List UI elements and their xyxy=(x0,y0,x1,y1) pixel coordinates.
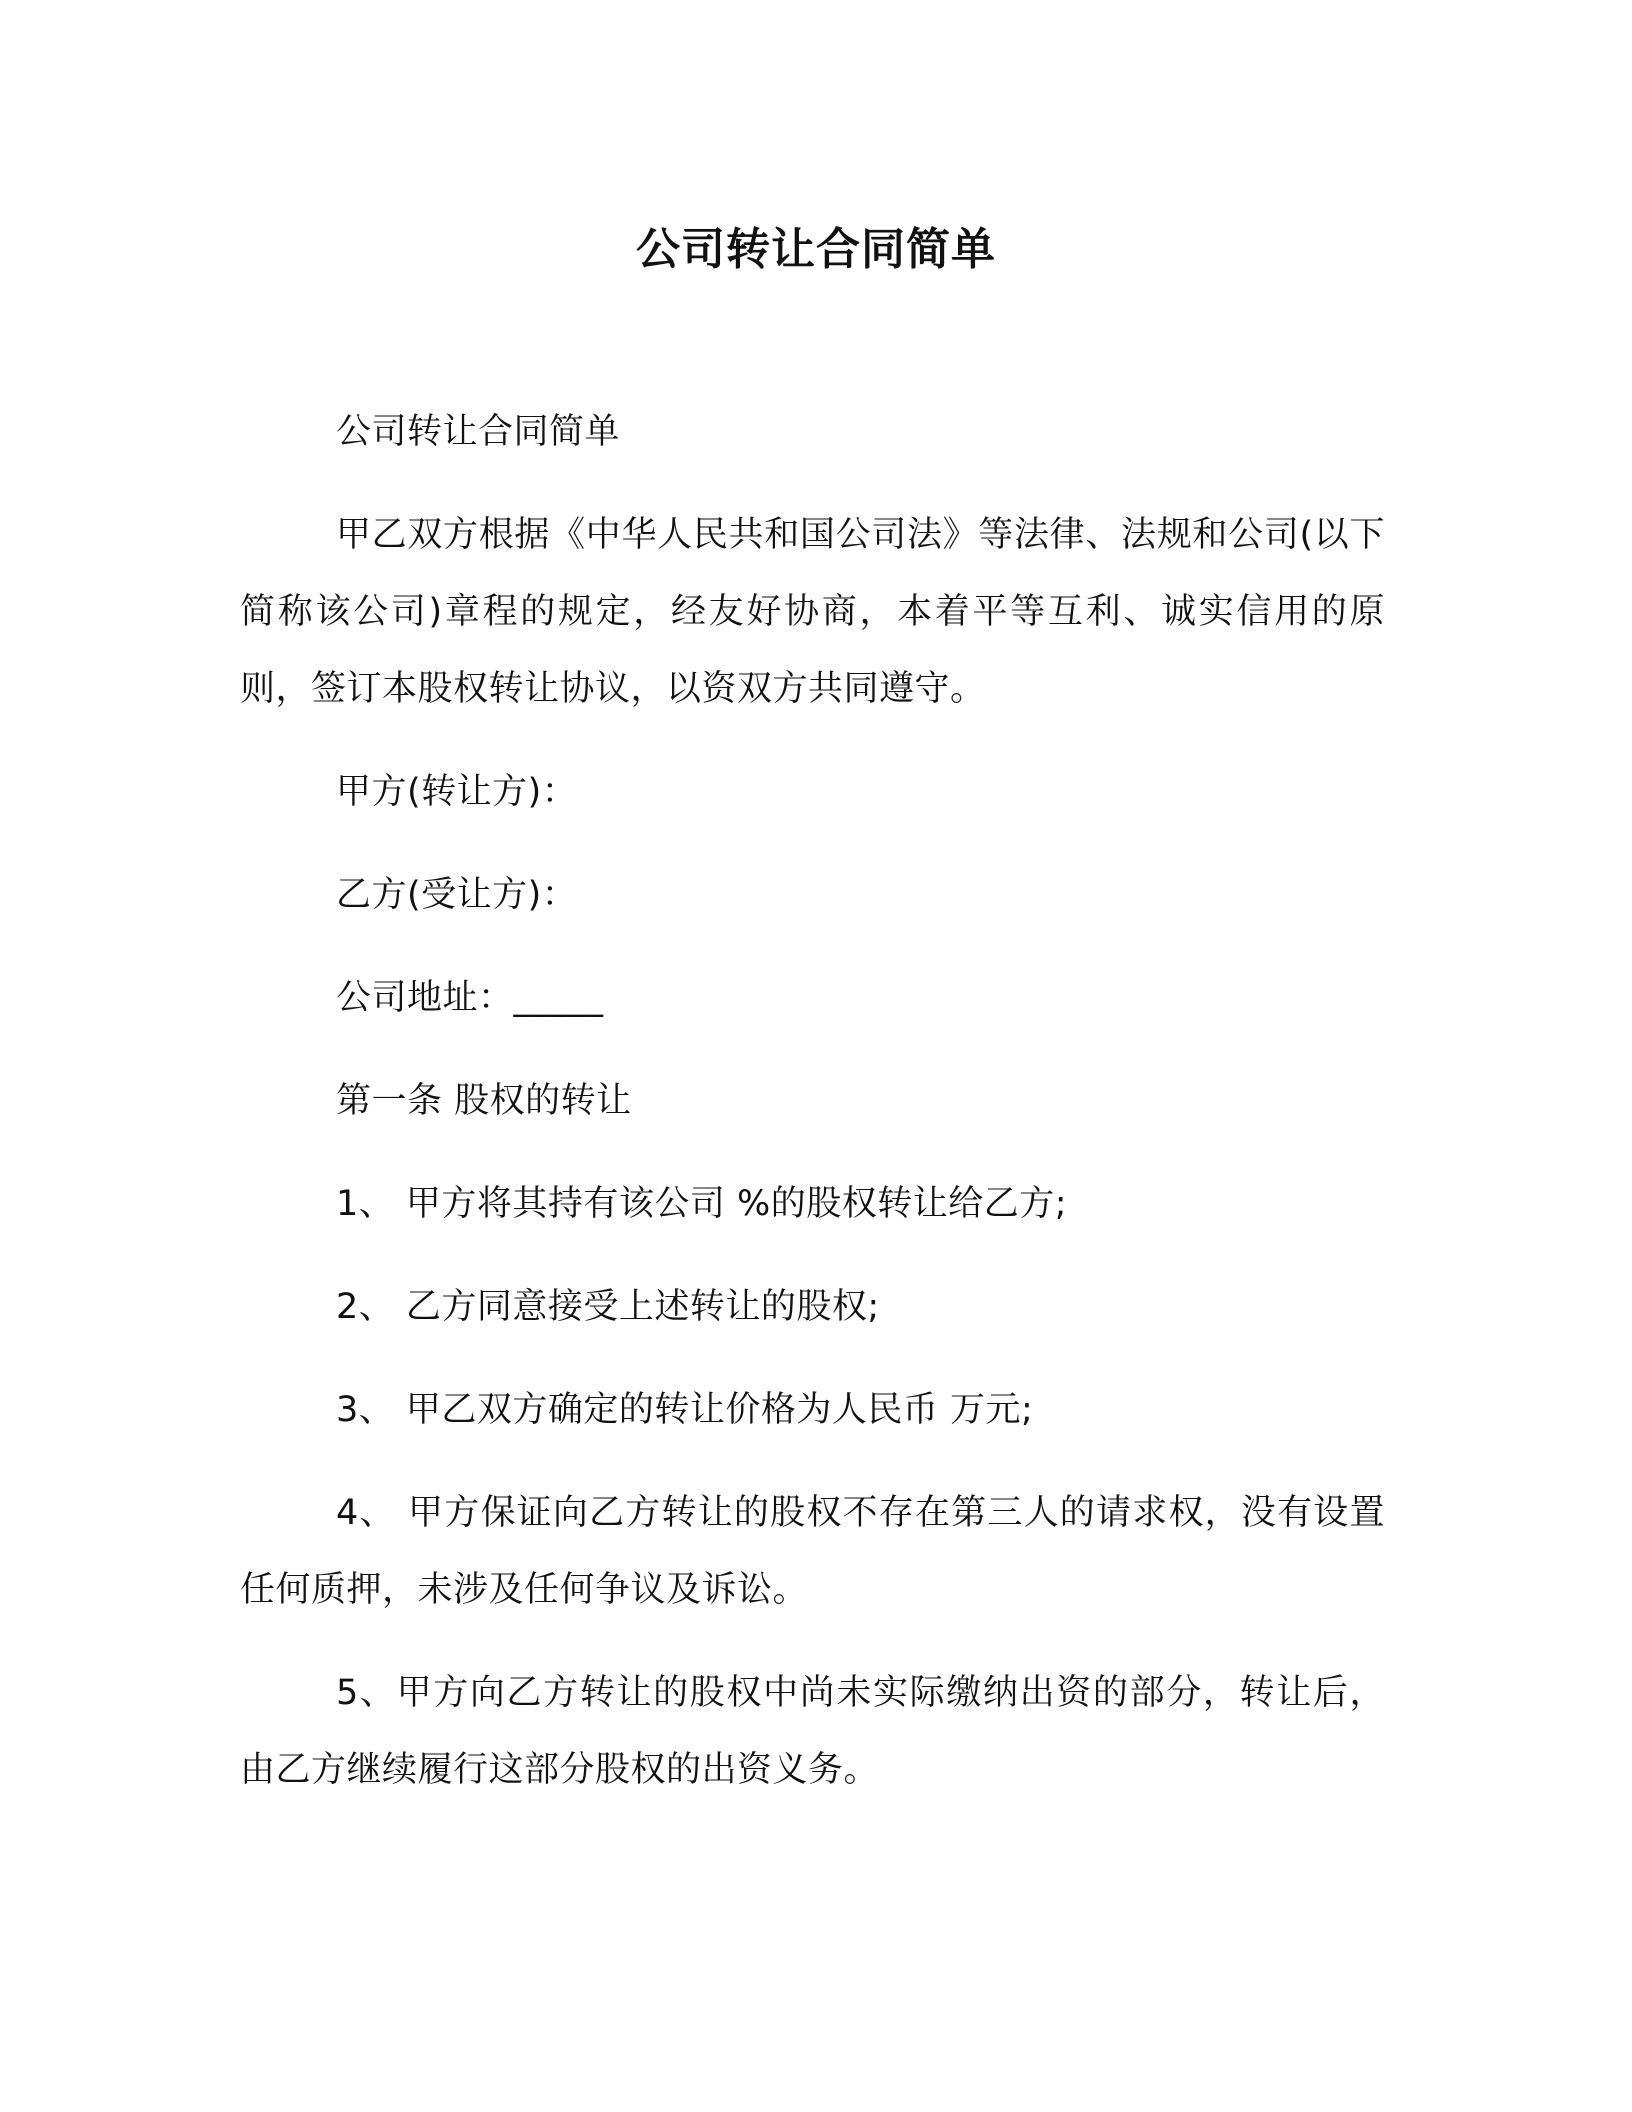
paragraph-clause-5: 5、甲方向乙方转让的股权中尚未实际缴纳出资的部分，转让后，由乙方继续履行这部分股权的出资义务。 xyxy=(240,1673,1385,1790)
paragraph-clause-3: 3、 甲乙双方确定的转让价格为人民币 万元; xyxy=(336,1390,1034,1430)
paragraph-article-1-heading: 第一条 股权的转让 xyxy=(336,1081,632,1121)
paragraph-clause-4: 4、 甲方保证向乙方转让的股权不存在第三人的请求权，没有设置任何质押，未涉及任何争议及诉讼。 xyxy=(240,1493,1385,1610)
paragraph-party-a: 甲方(转让方)： xyxy=(336,772,578,812)
paragraph-company-address: 公司地址：_____ xyxy=(336,978,604,1018)
paragraph-clause-1: 1、 甲方将其持有该公司 %的股权转让给乙方; xyxy=(336,1184,1068,1224)
paragraph-party-b: 乙方(受让方)： xyxy=(336,875,578,915)
document-body xyxy=(240,394,1385,1835)
document-title: 公司转让合同简单 xyxy=(636,224,996,275)
paragraph-clause-2: 2、 乙方同意接受上述转让的股权; xyxy=(336,1287,880,1327)
paragraph-subtitle: 公司转让合同简单 xyxy=(336,412,621,452)
paragraph-preamble: 甲乙双方根据《中华人民共和国公司法》等法律、法规和公司(以下简称该公司)章程的规定，经友好协商，本着平等互利、诚实信用的原则，签订本股权转让协议，以资双方共同遵守。 xyxy=(240,515,1385,709)
